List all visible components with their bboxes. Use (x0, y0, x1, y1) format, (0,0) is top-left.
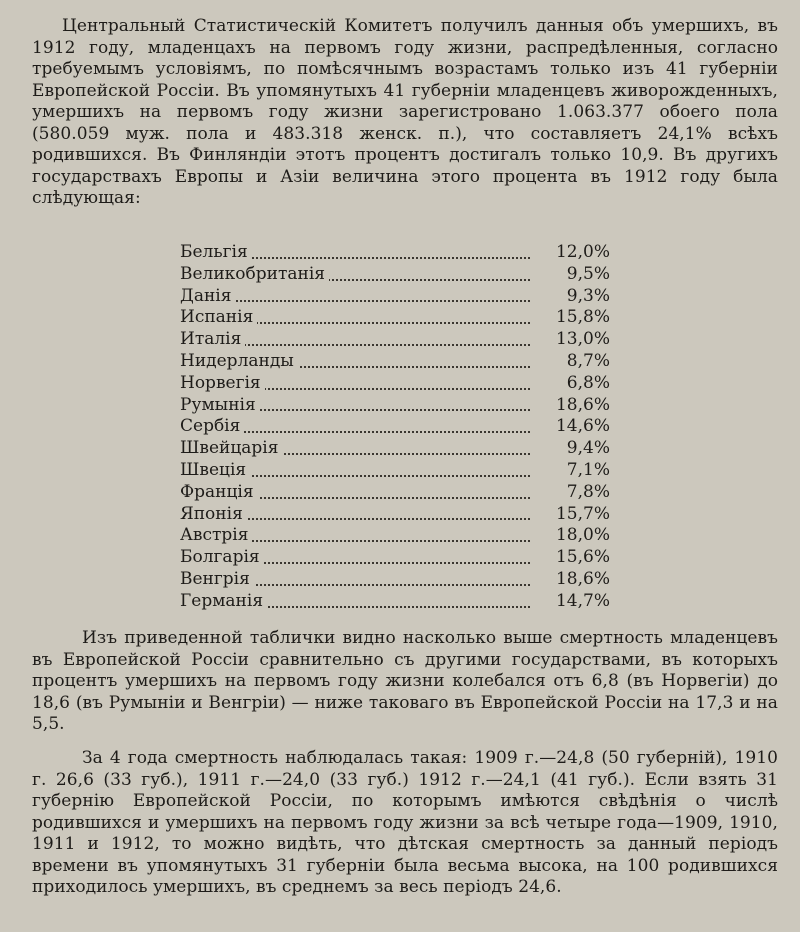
intro-paragraph: Центральный Статистическій Комитетъ получилъ данныя объ умершихъ, въ 1912 году, младенцахъ на первомъ году жизни, распредѣленныя, согласно требуемымъ условіямъ, по помѣсячнымъ возрастамъ только изъ 41 губерніи Европейской Россіи. Въ упомянутыхъ 41 губерніи младенцевъ живорожденныхъ, умершихъ на первомъ году жизни зарегистровано 1.063.377 обоего пола (580.059 муж. пола и 483.318 женск. п.), что составляетъ 24,1% всѣхъ родившихся. Въ Финляндіи этотъ процентъ достигалъ только 10,9. Въ другихъ государствахъ Европы и Азіи величина этого процента въ 1912 году была слѣдующая: (32, 16, 778, 208)
percentage-value: 18,6% (555, 394, 610, 415)
table-row (180, 351, 610, 373)
country-name: Нидерланды (180, 351, 298, 371)
table-row (180, 525, 610, 547)
table-row (180, 438, 610, 460)
country-name: Японія (180, 504, 247, 524)
percentage-value: 18,0% (555, 525, 610, 546)
country-cell (180, 242, 538, 264)
percentage-value: 6,8% (566, 372, 610, 393)
country-name: Великобританія (180, 264, 329, 284)
country-name: Румынія (180, 395, 260, 415)
country-cell (180, 373, 538, 395)
percentage-value: 15,8% (555, 307, 610, 328)
country-name: Швеція (180, 460, 250, 480)
country-cell (180, 547, 538, 569)
table-row (180, 547, 610, 569)
table-row (180, 591, 610, 613)
country-name: Швейцарія (180, 438, 282, 458)
percentage-value: 7,1% (566, 459, 610, 480)
country-cell (180, 569, 538, 591)
trend-section (32, 748, 778, 899)
country-name: Австрія (180, 525, 252, 545)
percentage-value: 7,8% (566, 481, 610, 502)
country-cell (180, 438, 538, 460)
country-cell (180, 416, 538, 438)
country-cell (180, 351, 538, 373)
table-row (180, 329, 610, 351)
country-cell (180, 395, 538, 417)
percentage-value: 13,0% (555, 329, 610, 350)
comparison-section (32, 628, 778, 736)
country-name: Данія (180, 286, 235, 306)
country-cell (180, 591, 538, 613)
country-cell (180, 307, 538, 329)
country-name: Италія (180, 329, 245, 349)
table-row (180, 242, 610, 264)
table-row (180, 373, 610, 395)
percentage-value: 8,7% (566, 350, 610, 371)
country-cell (180, 525, 538, 547)
country-name: Бельгія (180, 242, 252, 262)
percentage-value: 9,3% (566, 285, 610, 306)
country-cell (180, 482, 538, 504)
country-cell (180, 460, 538, 482)
table-row (180, 482, 610, 504)
country-cell (180, 504, 538, 526)
percentage-value: 12,0% (555, 242, 610, 262)
table-row (180, 416, 610, 438)
table-row (180, 286, 610, 308)
percentage-value: 14,7% (555, 590, 610, 611)
percentage-value: 14,6% (555, 416, 610, 437)
table-row (180, 569, 610, 591)
percentage-value: 9,4% (566, 438, 610, 459)
table-row (180, 395, 610, 417)
country-name: Норвегія (180, 373, 265, 393)
table-row (180, 264, 610, 286)
trend-paragraph: За 4 года смертность наблюдалась такая: 1909 г.—24,8 (50 губерній), 1910 г. 26,6 (33 губ.), 1911 г.—24,0 (33 губ.) 1912 г.—24,1 (41 губ.). Если взять 31 губернію Европейской Россіи, по которымъ имѣются свѣдѣнія о числѣ родившихся и умершихъ на первомъ году жизни за всѣ четыре года—1909, 1910, 1911 и 1912, то можно видѣть, что дѣтская смертность за данный періодъ времени въ упомянутыхъ 31 губерніи была весьма высока, на 100 родившихся приходилось умершихъ, въ среднемъ за весь періодъ 24,6. (32, 748, 778, 897)
mortality-table (180, 242, 610, 613)
country-name: Болгарія (180, 547, 264, 567)
intro-section (32, 16, 778, 210)
table-row (180, 307, 610, 329)
country-name: Испанія (180, 307, 257, 327)
country-cell (180, 329, 538, 351)
comparison-paragraph: Изъ приведенной таблички видно насколько выше смертность младенцевъ въ Европейской Россіи сравнительно съ другими государствами, въ которыхъ процентъ умершихъ на первомъ году жизни колебался отъ 6,8 (въ Норвегіи) до 18,6 (въ Румыніи и Венгріи) — ниже таковаго въ Европейской Россіи на 17,3 и на 5,5. (32, 628, 778, 734)
percentage-value: 18,6% (555, 568, 610, 589)
percentage-value: 9,5% (566, 263, 610, 284)
country-name: Венгрія (180, 569, 254, 589)
percentage-value: 15,7% (555, 503, 610, 524)
table-row (180, 504, 610, 526)
table-row (180, 460, 610, 482)
country-name: Сербія (180, 416, 244, 436)
country-name: Франція (180, 482, 258, 502)
country-cell (180, 264, 538, 286)
country-name: Германія (180, 591, 267, 611)
country-cell (180, 286, 538, 308)
percentage-value: 15,6% (555, 547, 610, 568)
